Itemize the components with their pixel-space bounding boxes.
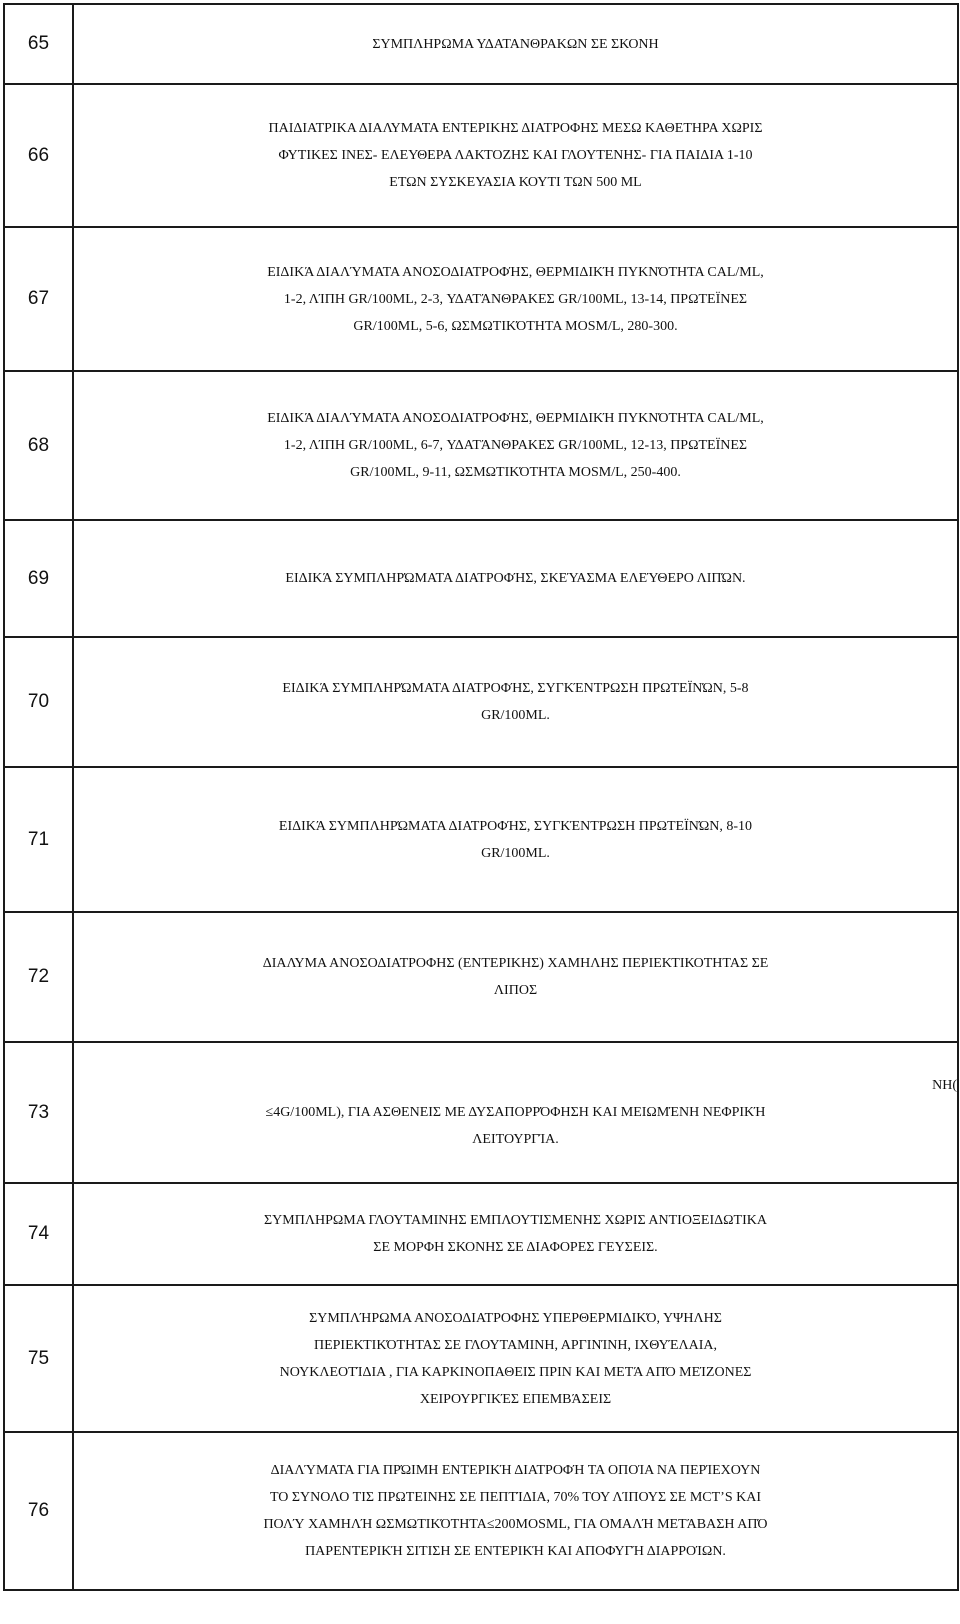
table-row bbox=[4, 1432, 958, 1590]
item-number: 67 bbox=[4, 227, 73, 371]
item-number: 74 bbox=[4, 1183, 73, 1285]
description-line: ΔΙΑΛΥΜΑ ΑΝΟΣΟΔΙΑΤΡΟΦΗΣ (ΕΝΤΕΡΙΚΗΣ) ΧΑΜΗΛΗΣ ΠΕΡΙΕΚΤΙΚΟΤΗΤΑΣ ΣΕ bbox=[262, 956, 769, 971]
table-row bbox=[4, 1285, 958, 1432]
item-description bbox=[73, 1042, 958, 1183]
table-row bbox=[4, 371, 958, 520]
items-table bbox=[3, 3, 959, 1591]
description-line: ΣΥΜΠΛΗΡΩΜΑ ΓΛΟΥΤΑΜΙΝΗΣ ΕΜΠΛΟΥΤΙΣΜΕΝΗΣ ΧΩΡΙΣ ΑΝΤΙΟΞΕΙΔΩΤΙΚΑ bbox=[264, 1213, 767, 1228]
description-line: ΛΕΙΤΟΥΡΓΊΑ. bbox=[472, 1132, 559, 1147]
description-line: ΕΙΔΙΚΆ ΔΙΑΛΎΜΑΤΑ ΑΝΟΣΟΔΙΑΤΡΟΦΉΣ, ΘΕΡΜΙΔΙΚΉ ΠΥΚΝΌΤΗΤΑ CAL/ML, bbox=[267, 411, 764, 426]
item-number: 66 bbox=[4, 84, 73, 227]
item-number: 73 bbox=[4, 1042, 73, 1183]
table-row bbox=[4, 84, 958, 227]
table-row bbox=[4, 767, 958, 912]
item-number: 71 bbox=[4, 767, 73, 912]
description-line: ΠΟΛΎ ΧΑΜΗΛΉ ΩΣΜΩΤΙΚΌΤΗΤΑ≤200MOSML, ΓΙΑ ΟΜΑΛΉ ΜΕΤΆΒΑΣΗ ΑΠΌ bbox=[263, 1517, 768, 1532]
item-description bbox=[73, 4, 958, 84]
item-number: 65 bbox=[4, 4, 73, 84]
description-line: GR/100ML, 5-6, ΩΣΜΩΤΙΚΌΤΗΤΑ MOSM/L, 280-300. bbox=[353, 318, 678, 334]
description-line: GR/100ML. bbox=[481, 708, 550, 723]
description-line: ΝΟΥΚΛΕΟΤΊΔΙΑ , ΓΙΑ ΚΑΡΚΙΝΟΠΑΘΕΙΣ ΠΡΙΝ ΚΑΙ ΜΕΤΆ ΑΠΌ ΜΕΊΖΟΝΕΣ bbox=[279, 1364, 752, 1380]
description-line: 1-2, ΛΊΠΗ GR/100ML, 6-7, ΥΔΑΤΆΝΘΡΑΚΕΣ GR/100ML, 12-13, ΠΡΩΤΕΪΝΕΣ bbox=[283, 438, 748, 453]
item-description bbox=[73, 227, 958, 371]
item-description bbox=[73, 912, 958, 1042]
table-row bbox=[4, 4, 958, 84]
description-line: 1-2, ΛΊΠΗ GR/100ML, 2-3, ΥΔΑΤΆΝΘΡΑΚΕΣ GR/100ML, 13-14, ΠΡΩΤΕΪΝΕΣ bbox=[283, 291, 748, 307]
item-description bbox=[73, 371, 958, 520]
item-number: 68 bbox=[4, 371, 73, 520]
description-line: ΠΕΡΙΕΚΤΙΚΌΤΗΤΑΣ ΣΕ ΓΛΟΥΤΑΜΙΝΗ, ΑΡΓΙΝΊΝΗ, ΙΧΘΥΈΛΑΙΑ, bbox=[313, 1337, 718, 1353]
description-line: ΕΙΔΙΚΆ ΣΥΜΠΛΗΡΏΜΑΤΑ ΔΙΑΤΡΟΦΉΣ, ΣΚΕΎΑΣΜΑ ΕΛΕΎΘΕΡΟ ΛΙΠΏΝ. bbox=[285, 571, 746, 586]
description-line: ΕΙΔΙΚΆ ΣΥΜΠΛΗΡΏΜΑΤΑ ΔΙΑΤΡΟΦΉΣ, ΣΥΓΚΈΝΤΡΩΣΗ ΠΡΩΤΕΪΝΏΝ, 5-8 bbox=[282, 681, 749, 696]
table-row bbox=[4, 1183, 958, 1285]
item-description bbox=[73, 1183, 958, 1285]
item-number: 75 bbox=[4, 1285, 73, 1432]
table-row bbox=[4, 912, 958, 1042]
description-line: ΠΑΙΔΙΑΤΡΙΚΑ ΔΙΑΛΥΜΑΤΑ ΕΝΤΕΡΙΚΗΣ ΔΙΑΤΡΟΦΗΣ ΜΕΣΩ ΚΑΘΕΤΗΡΑ ΧΩΡΙΣ bbox=[268, 121, 763, 136]
description-line: ΝΗ( bbox=[932, 1078, 957, 1093]
description-line: ΔΙΑΛΎΜΑΤΑ ΓΙΑ ΠΡΏΙΜΗ ΕΝΤΕΡΙΚΉ ΔΙΑΤΡΟΦΉ ΤΑ ΟΠΟΊΑ ΝΑ ΠΕΡΊΕΧΟΥΝ bbox=[270, 1463, 761, 1478]
table-row bbox=[4, 637, 958, 767]
item-description bbox=[73, 1285, 958, 1432]
item-description bbox=[73, 84, 958, 227]
description-line: ΣΥΜΠΛΉΡΩΜΑ ΑΝΟΣΟΔΙΑΤΡΟΦΗΣ ΥΠΕΡΘΕΡΜΙΔΙΚΌ, ΥΨΗΛΗΣ bbox=[309, 1310, 722, 1326]
description-line: ΕΙΔΙΚΆ ΣΥΜΠΛΗΡΏΜΑΤΑ ΔΙΑΤΡΟΦΉΣ, ΣΥΓΚΈΝΤΡΩΣΗ ΠΡΩΤΕΪΝΏΝ, 8-10 bbox=[278, 818, 753, 834]
description-line: ≤4G/100ML), ΓΙΑ ΑΣΘΕΝΕΙΣ ΜΕ ΔΥΣΑΠΟΡΡΌΦΗΣΗ ΚΑΙ ΜΕΙΩΜΈΝΗ ΝΕΦΡΙΚΉ bbox=[265, 1105, 766, 1120]
item-number: 70 bbox=[4, 637, 73, 767]
description-line: ΧΕΙΡΟΥΡΓΙΚΈΣ ΕΠΕΜΒΆΣΕΙΣ bbox=[419, 1391, 612, 1407]
item-description bbox=[73, 520, 958, 637]
item-number: 72 bbox=[4, 912, 73, 1042]
item-number: 76 bbox=[4, 1432, 73, 1590]
table-row bbox=[4, 1042, 958, 1183]
description-line: ΕΙΔΙΚΆ ΔΙΑΛΎΜΑΤΑ ΑΝΟΣΟΔΙΑΤΡΟΦΉΣ, ΘΕΡΜΙΔΙΚΉ ΠΥΚΝΌΤΗΤΑ CAL/ML, bbox=[267, 264, 764, 280]
description-line: ΕΤΩΝ ΣΥΣΚΕΥΑΣΙΑ ΚΟΥΤΙ ΤΩΝ 500 ML bbox=[389, 175, 642, 190]
item-description bbox=[73, 767, 958, 912]
description-line: ΦΥΤΙΚΕΣ ΙΝΕΣ- ΕΛΕΥΘΕΡΑ ΛΑΚΤΟΖΗΣ ΚΑΙ ΓΛΟΥΤΕΝΗΣ- ΓΙΑ ΠΑΙΔΙΑ 1-10 bbox=[278, 148, 753, 163]
description-line: ΠΑΡΕΝΤΕΡΙΚΉ ΣΙΤΙΣΗ ΣΕ ΕΝΤΕΡΙΚΉ ΚΑΙ ΑΠΟΦΥΓΉ ΔΙΑΡΡΟΊΩΝ. bbox=[305, 1544, 726, 1559]
description-line: ΤΟ ΣΥΝΟΛΟ ΤΙΣ ΠΡΩΤΕΙΝΗΣ ΣΕ ΠΕΠΤΊΔΙΑ, 70% ΤΟΥ ΛΊΠΟΥΣ ΣΕ MCT’S ΚΑΙ bbox=[269, 1490, 761, 1505]
description-line: ΣΥΜΠΛΗΡΩΜΑ ΥΔΑΤΑΝΘΡΑΚΩΝ ΣΕ ΣΚΟΝΗ bbox=[372, 36, 659, 52]
description-line: ΛΙΠΟΣ bbox=[493, 983, 538, 998]
item-description bbox=[73, 1432, 958, 1590]
table-row bbox=[4, 520, 958, 637]
description-line: ΣΕ ΜΟΡΦΗ ΣΚΟΝΗΣ ΣΕ ΔΙΑΦΟΡΕΣ ΓΕΥΣΕΙΣ. bbox=[373, 1240, 658, 1255]
item-number: 69 bbox=[4, 520, 73, 637]
description-line: GR/100ML. bbox=[481, 845, 550, 861]
table-row bbox=[4, 227, 958, 371]
item-description bbox=[73, 637, 958, 767]
description-line: GR/100ML, 9-11, ΩΣΜΩΤΙΚΌΤΗΤΑ MOSM/L, 250-400. bbox=[350, 465, 681, 480]
